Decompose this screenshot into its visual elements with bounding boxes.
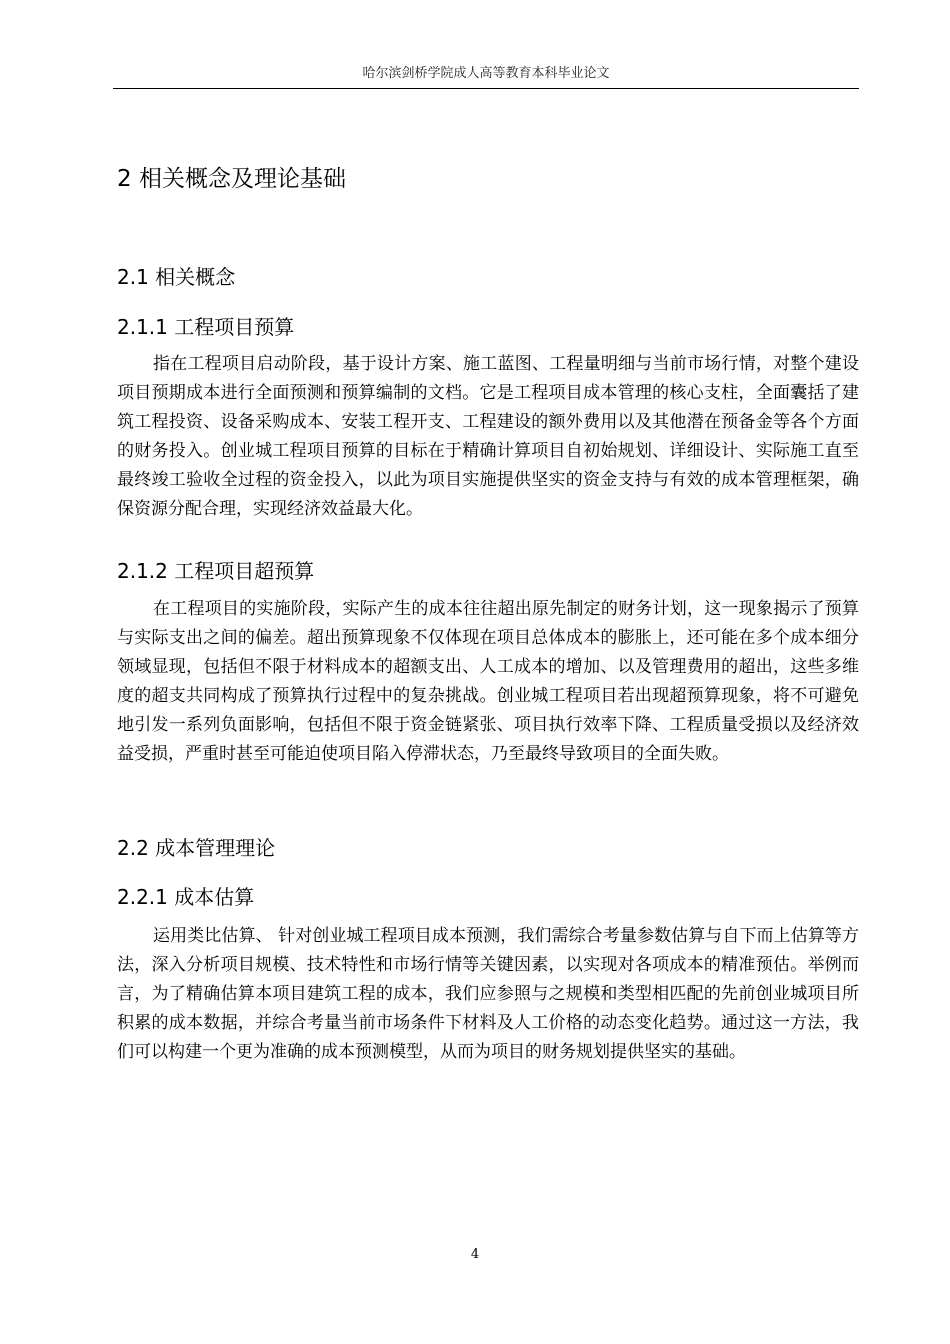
page-number: 4 <box>470 1247 480 1262</box>
section-title-2-2: 2.2 成本管理理论 <box>117 836 276 860</box>
paragraph-over-budget: 在工程项目的实施阶段，实际产生的成本往往超出原先制定的财务计划，这一现象揭示了预算与实际支出之间的偏差。超出预算现象不仅体现在项目总体成本的膨胀上，还可能在多个成本细分领域显现，包括但不限于材料成本的超额支出、人工成本的增加、以及管理费用的超出，这些多维度的超支共同构成了预算执行过程中的复杂挑战。创业城工程项目若出现超预算现象，将不可避免地引发一系列负面影响，包括但不限于资金链紧张、项目执行效率下降、工程质量受损以及经济效益受损，严重时甚至可能迫使项目陷入停滞状态，乃至最终导致项目的全面失败。 <box>117 599 859 764</box>
paragraph-cost-estimation: 运用类比估算、 针对创业城工程项目成本预测，我们需综合考量参数估算与自下而上估算等方法，深入分析项目规模、技术特性和市场行情等关键因素，以实现对各项成本的精准预估。举例而言，为了精确估算本项目建筑工程的成本，我们应参照与之规模和类型相匹配的先前创业城项目所积累的成本数据，并综合考量当前市场条件下材料及人工价格的动态变化趋势。通过这一方法，我们可以构建一个更为准确的成本预测模型，从而为项目的财务规划提供坚实的基础。 <box>117 926 859 1062</box>
chapter-title: 2 相关概念及理论基础 <box>117 166 346 192</box>
running-header: 哈尔滨剑桥学院成人高等教育本科毕业论文 <box>362 66 610 81</box>
paragraph-project-budget: 指在工程项目启动阶段，基于设计方案、施工蓝图、工程量明细与当前市场行情，对整个建设项目预期成本进行全面预测和预算编制的文档。它是工程项目成本管理的核心支柱，全面囊括了建筑工程投资、设备采购成本、安装工程开支、工程建设的额外费用以及其他潜在预备金等各个方面的财务投入。创业城工程项目预算的目标在于精确计算项目自初始规划、详细设计、实际施工直至最终竣工验收全过程的资金投入，以此为项目实施提供坚实的资金支持与有效的成本管理框架，确保资源分配合理，实现经济效益最大化。 <box>117 354 859 519</box>
subsection-title-2-1-1: 2.1.1 工程项目预算 <box>117 315 295 339</box>
subsection-title-2-2-1: 2.2.1 成本估算 <box>117 885 255 909</box>
section-title-2-1: 2.1 相关概念 <box>117 265 236 289</box>
header-divider <box>113 88 859 89</box>
subsection-title-2-1-2: 2.1.2 工程项目超预算 <box>117 559 315 583</box>
